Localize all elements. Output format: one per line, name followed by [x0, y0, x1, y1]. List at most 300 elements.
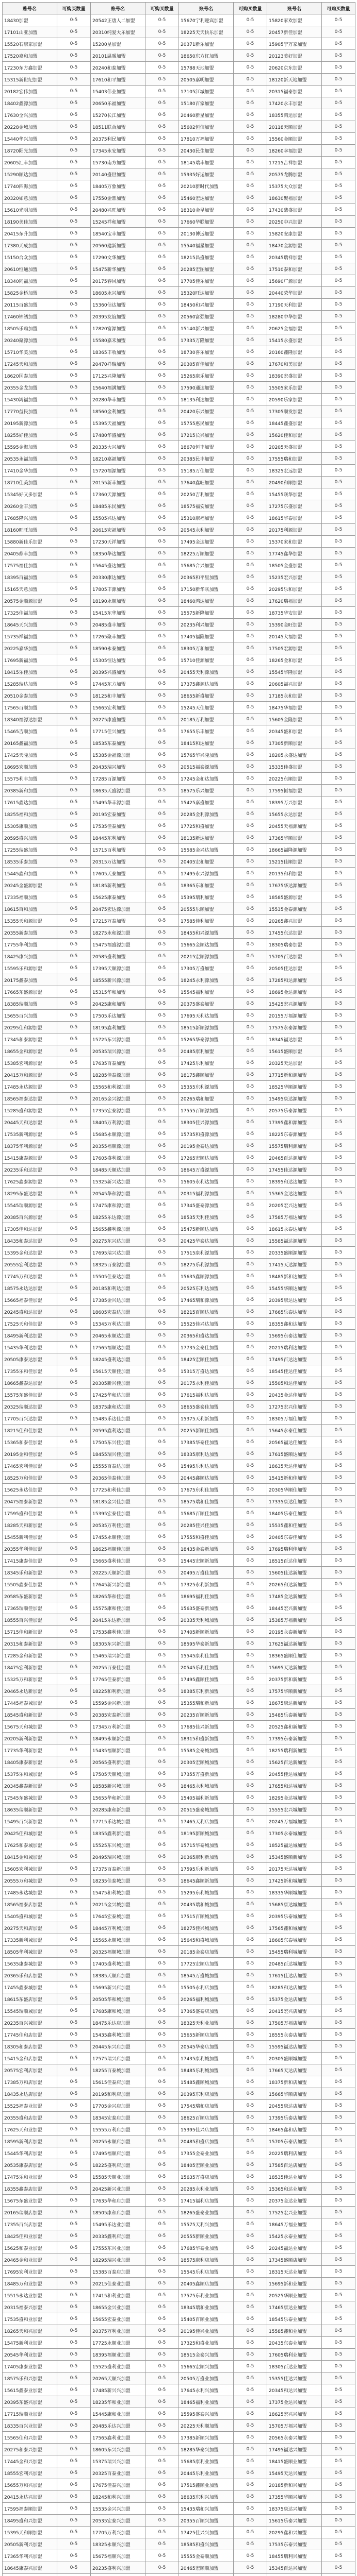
account-name-cell: 15315万盛达加盟	[179, 1365, 234, 1377]
account-name-cell: 20280华丰加盟	[91, 394, 145, 405]
account-name-cell: 18635天盛源加盟	[91, 785, 145, 796]
quantity-cell: 0-5	[145, 2337, 179, 2349]
account-name-cell: 20130博远加盟	[179, 228, 234, 240]
quantity-cell: 0-5	[57, 962, 91, 974]
quantity-cell: 0-5	[145, 1460, 179, 1472]
table-row	[3, 441, 355, 453]
account-name-cell: 17345盛泰源加盟	[179, 1199, 234, 1211]
quantity-cell: 0-5	[234, 785, 267, 796]
account-name-cell: 18475乐达店加盟	[91, 2017, 145, 2029]
quantity-cell: 0-5	[234, 2313, 267, 2325]
quantity-cell: 0-5	[234, 761, 267, 773]
account-name-cell: 17745万和达加盟	[3, 1270, 57, 1282]
quantity-cell: 0-5	[322, 1188, 355, 1199]
quantity-cell: 0-5	[322, 1590, 355, 1602]
account-name-cell: 18565福泰达加盟	[3, 1093, 57, 1105]
table-row	[3, 1318, 355, 1330]
quantity-cell: 0-5	[234, 299, 267, 311]
quantity-cell: 0-5	[145, 1827, 179, 1839]
account-name-cell: 18285佳泰源加盟	[91, 1069, 145, 1081]
account-name-cell: 15525东兴城加盟	[91, 1839, 145, 1851]
quantity-cell: 0-5	[322, 915, 355, 927]
quantity-cell: 0-5	[145, 607, 179, 619]
quantity-cell: 0-5	[57, 2515, 91, 2527]
quantity-cell: 0-5	[57, 1069, 91, 1081]
quantity-cell: 0-5	[322, 1721, 355, 1733]
table-row	[3, 2301, 355, 2313]
table-row	[3, 2372, 355, 2384]
quantity-cell: 0-5	[322, 1353, 355, 1365]
account-name-cell: 15305恒达加盟	[91, 654, 145, 666]
account-name-cell: 20365康利新加盟	[179, 1851, 234, 1863]
quantity-cell: 0-5	[145, 287, 179, 299]
account-name-cell: 18265金和加盟	[267, 654, 322, 666]
table-row	[3, 749, 355, 761]
table-row	[3, 1650, 355, 1662]
account-name-cell: 17620瑞福加盟	[267, 595, 322, 607]
account-name-cell: 20225瑞利店加盟	[267, 2147, 322, 2159]
quantity-cell: 0-5	[234, 1093, 267, 1105]
quantity-cell: 0-5	[145, 216, 179, 228]
table-row	[3, 1662, 355, 1673]
account-name-cell: 18565福泰店加盟	[3, 1899, 57, 1910]
account-name-cell: 17535盛和业加盟	[3, 2313, 57, 2325]
account-name-cell: 17675华达源加盟	[267, 879, 322, 891]
quantity-cell: 0-5	[234, 2136, 267, 2147]
quantity-cell: 0-5	[234, 180, 267, 192]
account-name-cell: 18375康达兴加盟	[267, 2503, 322, 2515]
account-name-cell: 17675东利佳加盟	[179, 1484, 234, 1496]
quantity-cell: 0-5	[57, 334, 91, 346]
quantity-cell: 0-5	[145, 1496, 179, 1507]
account-name-cell: 15495百兴新加盟	[3, 1816, 57, 1827]
quantity-cell: 0-5	[145, 1413, 179, 1425]
quantity-cell: 0-5	[234, 2479, 267, 2491]
quantity-cell: 0-5	[234, 1756, 267, 1768]
account-name-cell: 17535新利源加盟	[3, 1128, 57, 1140]
account-name-cell: 17425新和城加盟	[267, 1875, 322, 1887]
quantity-cell: 0-5	[145, 1851, 179, 1863]
account-name-cell: 18585新兴城加盟	[91, 1780, 145, 1792]
account-name-cell: 15520石康家加盟	[3, 38, 57, 50]
quantity-cell: 0-5	[322, 1804, 355, 1816]
account-name-cell: 20555新顺业加盟	[179, 2230, 234, 2242]
account-name-cell: 18195鑫利加盟	[91, 1022, 145, 1033]
table-row	[3, 299, 355, 311]
account-name-cell: 17665天达店加盟	[267, 2064, 322, 2076]
quantity-cell: 0-5	[57, 370, 91, 382]
account-name-cell: 17385万和店加盟	[3, 2076, 57, 2088]
account-name-cell: 15375天利新加盟	[179, 1413, 234, 1425]
account-name-cell: 18355鑫利新加盟	[91, 1827, 145, 1839]
quantity-cell: 0-5	[145, 1188, 179, 1199]
account-name-cell: 17740四海加盟	[3, 180, 57, 192]
quantity-cell: 0-5	[322, 1519, 355, 1531]
account-name-cell: 15505家乐加盟	[267, 382, 322, 394]
account-name-cell: 20325百泰业加盟	[91, 2467, 145, 2479]
account-name-cell: 18245永利源加盟	[179, 974, 234, 986]
quantity-cell: 0-5	[322, 1069, 355, 1081]
table-row	[3, 2064, 355, 2076]
account-name-cell: 17405新顺新加盟	[179, 1626, 234, 1638]
account-name-cell: 17365瑞顺佳加盟	[3, 1602, 57, 1614]
quantity-cell: 0-5	[57, 299, 91, 311]
quantity-cell: 0-5	[234, 654, 267, 666]
quantity-cell: 0-5	[57, 1211, 91, 1223]
quantity-cell: 0-5	[145, 2100, 179, 2112]
account-name-cell: 18645万盛源加盟	[179, 1164, 234, 1176]
quantity-cell: 0-5	[145, 2479, 179, 2491]
quantity-cell: 0-5	[145, 2290, 179, 2301]
quantity-cell: 0-5	[145, 2136, 179, 2147]
account-name-cell: 18455瑞兴佳加盟	[91, 1448, 145, 1460]
quantity-cell: 0-5	[322, 1851, 355, 1863]
account-name-cell: 15395瑞利加盟	[179, 891, 234, 903]
account-name-cell: 20285金利源加盟	[179, 808, 234, 820]
account-quantity-table	[2, 2, 355, 2576]
quantity-cell: 0-5	[234, 939, 267, 951]
table-row	[3, 868, 355, 879]
table-row	[3, 1152, 355, 1164]
quantity-cell: 0-5	[145, 1507, 179, 1519]
quantity-cell: 0-5	[234, 1614, 267, 1626]
quantity-cell: 0-5	[57, 844, 91, 856]
account-name-cell: 18555永泰店加盟	[267, 2029, 322, 2041]
table-row	[3, 2053, 355, 2064]
quantity-cell: 0-5	[322, 571, 355, 583]
quantity-cell: 0-5	[145, 2444, 179, 2455]
account-name-cell: 20320如意加盟	[3, 192, 57, 204]
account-name-cell: 20225嘉华加盟	[3, 642, 57, 654]
quantity-cell: 0-5	[145, 796, 179, 808]
quantity-cell: 0-5	[322, 832, 355, 844]
table-row	[3, 524, 355, 536]
account-name-cell: 17395东泰新加盟	[267, 1733, 322, 1744]
account-name-cell: 20315和泰新加盟	[3, 1638, 57, 1650]
quantity-cell: 0-5	[57, 263, 91, 275]
quantity-cell: 0-5	[322, 595, 355, 607]
quantity-cell: 0-5	[234, 2112, 267, 2124]
quantity-cell: 0-5	[234, 1259, 267, 1270]
account-name-cell: 17575福佳加盟	[3, 560, 57, 571]
quantity-cell: 0-5	[322, 2337, 355, 2349]
quantity-cell: 0-5	[234, 986, 267, 998]
quantity-cell: 0-5	[234, 1543, 267, 1555]
account-name-cell: 17810万福加盟	[179, 133, 234, 145]
quantity-cell: 0-5	[57, 2053, 91, 2064]
quantity-cell: 0-5	[145, 2503, 179, 2515]
quantity-cell: 0-5	[57, 1425, 91, 1436]
account-name-cell: 20565盛利新加盟	[91, 1756, 145, 1768]
quantity-cell: 0-5	[322, 1673, 355, 1685]
account-name-cell: 15515永达业加盟	[3, 2290, 57, 2301]
account-name-cell: 18495新利达加盟	[3, 1330, 57, 1342]
quantity-cell: 0-5	[145, 1069, 179, 1081]
account-name-cell: 15435福顺新加盟	[91, 1744, 145, 1756]
account-name-cell: 15395宏泰佳加盟	[91, 1507, 145, 1519]
quantity-cell: 0-5	[145, 868, 179, 879]
account-name-cell: 15385金福源加盟	[91, 749, 145, 761]
quantity-cell: 0-5	[234, 1709, 267, 1721]
quantity-cell: 0-5	[57, 38, 91, 50]
quantity-cell: 0-5	[322, 1010, 355, 1022]
account-name-cell: 15585天顺业加盟	[91, 2171, 145, 2183]
quantity-cell: 0-5	[145, 370, 179, 382]
quantity-cell: 0-5	[145, 571, 179, 583]
account-name-cell: 18405万利源加盟	[91, 1116, 145, 1128]
account-name-cell: 15270长江加盟	[91, 109, 145, 121]
quantity-cell: 0-5	[145, 204, 179, 216]
quantity-cell: 0-5	[234, 1650, 267, 1662]
quantity-cell: 0-5	[234, 1697, 267, 1709]
account-name-cell: 15525佳兴达加盟	[179, 1318, 234, 1330]
table-row	[3, 571, 355, 583]
account-name-cell: 20235盛利兴加盟	[91, 2562, 145, 2574]
account-name-cell: 15385宏利源加盟	[3, 1057, 57, 1069]
quantity-cell: 0-5	[322, 1413, 355, 1425]
account-name-cell: 18455和兴源加盟	[179, 927, 234, 939]
quantity-cell: 0-5	[57, 1673, 91, 1685]
quantity-cell: 0-5	[57, 2349, 91, 2361]
quantity-cell: 0-5	[322, 1839, 355, 1851]
account-name-cell: 17435康利城加盟	[179, 2053, 234, 2064]
quantity-cell: 0-5	[234, 500, 267, 512]
account-name-cell: 15605佳达新加盟	[267, 1567, 322, 1579]
quantity-cell: 0-5	[145, 1756, 179, 1768]
quantity-cell: 0-5	[322, 62, 355, 74]
quantity-cell: 0-5	[322, 1579, 355, 1590]
account-name-cell: 20565福达佳加盟	[267, 1436, 322, 1448]
quantity-cell: 0-5	[145, 1934, 179, 1946]
account-name-cell: 15215佳顺加盟	[267, 856, 322, 868]
quantity-cell: 0-5	[145, 2396, 179, 2408]
account-name-cell: 17245天和加盟	[3, 358, 57, 370]
account-name-cell: 18545万盛城加盟	[179, 1970, 234, 1981]
table-row	[3, 1223, 355, 1235]
quantity-cell: 0-5	[322, 2159, 355, 2171]
quantity-cell: 0-5	[322, 2195, 355, 2207]
account-name-cell: 18345乐和新加盟	[3, 1567, 57, 1579]
table-row	[3, 1045, 355, 1057]
account-name-cell: 18405万象加盟	[91, 180, 145, 192]
table-row	[3, 180, 355, 192]
table-row	[3, 986, 355, 998]
account-name-cell: 20485和盛店加盟	[179, 2136, 234, 2147]
account-name-cell: 20355盛和店加盟	[3, 2112, 57, 2124]
account-name-cell: 15140新兴加盟	[179, 323, 234, 334]
quantity-cell: 0-5	[322, 2538, 355, 2550]
table-row	[3, 2088, 355, 2100]
account-name-cell: 17725宏顺店加盟	[179, 1958, 234, 1970]
account-name-cell: 15595金海加盟	[3, 441, 57, 453]
quantity-cell: 0-5	[145, 1022, 179, 1033]
table-row	[3, 1780, 355, 1792]
account-name-cell: 17275宏兴佳加盟	[267, 1401, 322, 1413]
quantity-cell: 0-5	[145, 2384, 179, 2396]
account-name-cell: 17415康泰佳加盟	[3, 1555, 57, 1567]
quantity-cell: 0-5	[145, 1744, 179, 1756]
account-name-cell: 20650乐福加盟	[91, 97, 145, 109]
quantity-cell: 0-5	[145, 299, 179, 311]
quantity-cell: 0-5	[145, 714, 179, 725]
quantity-cell: 0-5	[57, 714, 91, 725]
header-row	[3, 3, 355, 14]
quantity-cell: 0-5	[234, 168, 267, 180]
quantity-cell: 0-5	[57, 2420, 91, 2432]
account-name-cell: 18695金达源加盟	[267, 986, 322, 998]
table-row	[3, 725, 355, 737]
quantity-cell: 0-5	[145, 1401, 179, 1413]
quantity-cell: 0-5	[234, 216, 267, 228]
quantity-cell: 0-5	[145, 1472, 179, 1484]
quantity-cell: 0-5	[145, 2455, 179, 2467]
table-row	[3, 2218, 355, 2230]
account-name-cell: 17335福顺加盟	[3, 891, 57, 903]
account-name-cell: 17365盛泰店加盟	[179, 2005, 234, 2017]
account-name-cell: 15690广源加盟	[267, 275, 322, 287]
quantity-cell: 0-5	[234, 2124, 267, 2136]
quantity-cell: 0-5	[145, 1484, 179, 1496]
account-name-cell: 20225天利顺加盟	[179, 2420, 234, 2432]
quantity-cell: 0-5	[57, 1199, 91, 1211]
account-name-cell: 15445鑫和加盟	[3, 868, 57, 879]
account-name-cell: 20335盛顺源加盟	[267, 1247, 322, 1259]
account-name-cell: 18645万福业加盟	[267, 2218, 322, 2230]
table-row	[3, 1993, 355, 2005]
account-name-cell: 20310纯爱大乐加盟	[91, 26, 145, 38]
quantity-cell: 0-5	[145, 1816, 179, 1827]
account-name-cell: 18605东兴兴加盟	[91, 2444, 145, 2455]
account-name-cell: 20365和盛达加盟	[179, 1330, 234, 1342]
quantity-cell: 0-5	[322, 856, 355, 868]
table-row	[3, 1377, 355, 1389]
quantity-cell: 0-5	[57, 133, 91, 145]
quantity-cell: 0-5	[145, 2088, 179, 2100]
account-name-cell: 18455瑞利兴加盟	[267, 2550, 322, 2562]
account-name-cell: 18402鑫源加盟	[3, 97, 57, 109]
quantity-cell: 0-5	[57, 571, 91, 583]
quantity-cell: 0-5	[234, 2017, 267, 2029]
quantity-cell: 0-5	[145, 192, 179, 204]
account-name-cell: 20225天顺新加盟	[91, 1567, 145, 1579]
account-name-cell: 15685康达城加盟	[267, 1899, 322, 1910]
quantity-cell: 0-5	[145, 512, 179, 524]
quantity-cell: 0-5	[145, 642, 179, 654]
account-name-cell: 18655金兴业加盟	[91, 2301, 145, 2313]
quantity-cell: 0-5	[322, 1531, 355, 1543]
table-row	[3, 2337, 355, 2349]
account-name-cell: 18315天达业加盟	[267, 2266, 322, 2278]
account-name-cell: 17425佳兴兴加盟	[179, 2527, 234, 2538]
table-row	[3, 2112, 355, 2124]
quantity-cell: 0-5	[57, 1365, 91, 1377]
account-name-cell: 18635瑞顺新加盟	[3, 1804, 57, 1816]
quantity-cell: 0-5	[234, 2195, 267, 2207]
account-name-cell: 15705东泰店加盟	[267, 2136, 322, 2147]
account-name-cell: 17325永利新加盟	[179, 1579, 234, 1590]
account-name-cell: 17725和盛加盟	[179, 820, 234, 832]
account-name-cell: 18215昌盛加盟	[179, 251, 234, 263]
account-name-cell: 20545华利业加盟	[3, 2349, 57, 2361]
account-name-cell: 15555百泰达加盟	[91, 1460, 145, 1472]
quantity-cell: 0-5	[322, 2349, 355, 2361]
quantity-cell: 0-5	[145, 1247, 179, 1259]
account-name-cell: 20215宏顺源加盟	[179, 951, 234, 962]
quantity-cell: 0-5	[57, 2290, 91, 2301]
account-name-cell: 18575康利店加盟	[179, 2254, 234, 2266]
quantity-cell: 0-5	[145, 2301, 179, 2313]
account-name-cell: 20175春风加盟	[91, 275, 145, 287]
quantity-cell: 0-5	[145, 74, 179, 86]
quantity-cell: 0-5	[145, 263, 179, 275]
table-row	[3, 1484, 355, 1496]
account-name-cell: 17405福隆加盟	[179, 631, 234, 642]
account-name-cell: 15635盛泰新加盟	[179, 1602, 234, 1614]
account-name-cell: 17715佳兴加盟	[91, 725, 145, 737]
account-name-cell: 20395乐泰城加盟	[267, 1910, 322, 1922]
account-name-cell: 17595福泰顺加盟	[3, 2503, 57, 2515]
quantity-cell: 0-5	[57, 14, 91, 26]
account-name-cell: 15670宁利迎宾加盟	[179, 14, 234, 26]
quantity-cell: 0-5	[234, 1270, 267, 1282]
account-name-cell: 15405福利新加盟	[179, 1792, 234, 1804]
account-name-cell: 17590通达加盟	[179, 382, 234, 394]
account-name-cell: 18225和利新加盟	[91, 1685, 145, 1697]
table-row	[3, 1105, 355, 1116]
account-name-cell: 17230东方鑫加盟	[3, 62, 57, 74]
account-name-cell: 17735华利新加盟	[3, 1744, 57, 1756]
account-name-cell: 18305东兴新加盟	[91, 1638, 145, 1650]
account-name-cell: 17285金和新加盟	[3, 1650, 57, 1662]
table-row	[3, 1733, 355, 1744]
quantity-cell: 0-5	[322, 927, 355, 939]
quantity-cell: 0-5	[322, 287, 355, 299]
quantity-cell: 0-5	[145, 417, 179, 429]
quantity-cell: 0-5	[145, 1887, 179, 1899]
account-name-cell: 18355鑫和达加盟	[267, 1318, 322, 1330]
account-name-cell: 18305百达业加盟	[267, 2361, 322, 2372]
quantity-cell: 0-5	[234, 2325, 267, 2337]
account-name-cell: 20335鑫利店加盟	[91, 2230, 145, 2242]
quantity-cell: 0-5	[145, 2218, 179, 2230]
quantity-cell: 0-5	[145, 1590, 179, 1602]
table-row	[3, 1602, 355, 1614]
quantity-cell: 0-5	[57, 2017, 91, 2029]
account-name-cell: 15265华泰源加盟	[179, 1033, 234, 1045]
quantity-cell: 0-5	[322, 299, 355, 311]
account-name-cell: 15405盛和城加盟	[3, 1910, 57, 1922]
quantity-cell: 0-5	[234, 2029, 267, 2041]
account-name-cell: 17305顺发加盟	[267, 405, 322, 417]
column-header-quantity: 可购买数量	[234, 3, 267, 14]
table-row	[3, 1839, 355, 1851]
table-row	[3, 1638, 355, 1650]
account-name-cell: 20255百泰佳加盟	[91, 1662, 145, 1673]
quantity-cell: 0-5	[145, 26, 179, 38]
account-name-cell: 17565福顺达加盟	[91, 1342, 145, 1353]
quantity-cell: 0-5	[322, 2218, 355, 2230]
quantity-cell: 0-5	[322, 2064, 355, 2076]
quantity-cell: 0-5	[145, 1377, 179, 1389]
account-name-cell: 20475宏达源加盟	[91, 903, 145, 915]
account-name-cell: 18255好佳加盟	[3, 429, 57, 441]
account-name-cell: 15445华利店加盟	[3, 2147, 57, 2159]
quantity-cell: 0-5	[322, 97, 355, 109]
quantity-cell: 0-5	[145, 2278, 179, 2290]
account-name-cell: 15150合众加盟	[3, 251, 57, 263]
account-name-cell: 20445东兴店加盟	[91, 2041, 145, 2053]
quantity-cell: 0-5	[145, 275, 179, 287]
